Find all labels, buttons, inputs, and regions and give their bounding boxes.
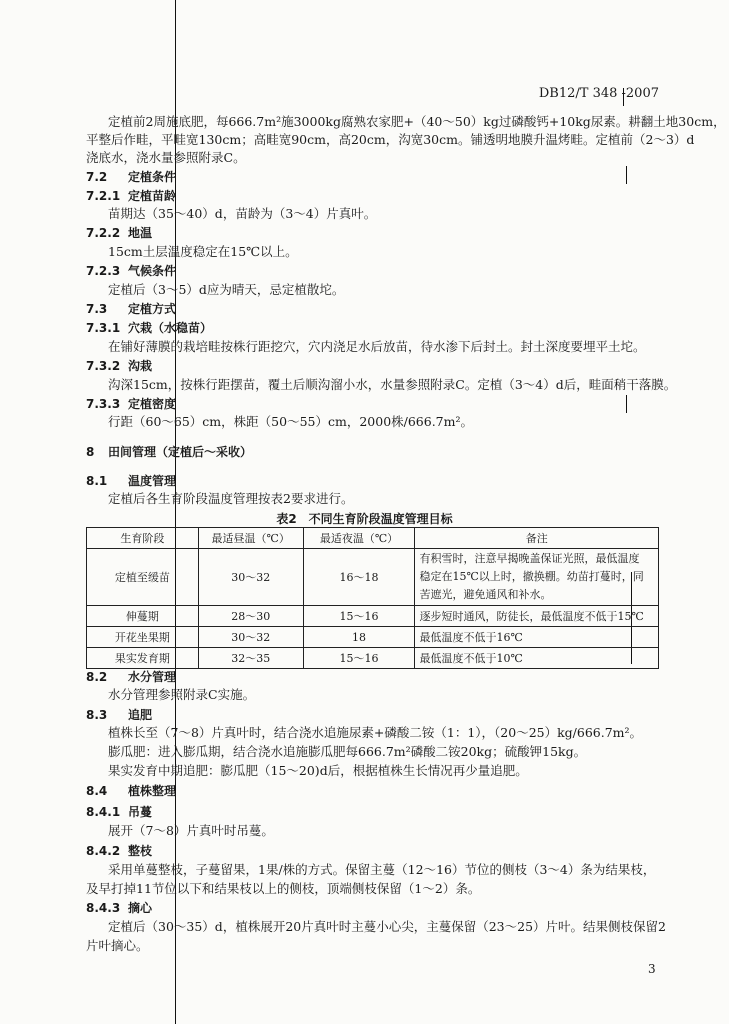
section-heading: 7.2.1 定植苗龄 (86, 189, 177, 203)
table-header-row (87, 528, 659, 549)
section-heading: 7.3.1 穴栽（水稳苗） (86, 321, 213, 335)
table-caption: 表2 不同生育阶段温度管理目标 (276, 512, 453, 526)
table-row (87, 606, 659, 627)
table-header-cell: 备注 (415, 528, 659, 549)
section-heading: 8.1 温度管理 (86, 474, 177, 488)
paragraph-line: 浇底水，浇水量参照附录C。 (86, 150, 246, 165)
paragraph-line: 苗期达（35～40）d，苗龄为（3～4）片真叶。 (108, 206, 377, 221)
table-cell: 15～16 (303, 606, 415, 627)
paragraph-line: 展开（7～8）片真叶时吊蔓。 (108, 823, 274, 838)
page-number: 3 (648, 962, 656, 976)
scan-artifact-line (626, 395, 627, 413)
section-heading: 8.4.3 摘心 (86, 901, 153, 915)
standard-code: DB12/T 348 -2007 (538, 86, 659, 101)
table-row (87, 648, 659, 669)
section-heading: 8.3 追肥 (86, 708, 153, 722)
section-heading: 8.4.2 整枝 (86, 844, 153, 858)
table-cell (415, 549, 659, 606)
paragraph-line: 膨瓜肥：进入膨瓜期，结合浇水追施膨瓜肥每666.7m²磷酸二铵20kg；硫酸钾15kg。 (108, 744, 587, 759)
paragraph-line: 采用单蔓整枝，子蔓留果，1果/株的方式。保留主蔓（12～16）节位的侧枝（3～4）条为结果枝， (108, 862, 656, 877)
section-heading: 7.2.2 地温 (86, 226, 153, 240)
paragraph-line: 定植前2周施底肥，每666.7m²施3000kg腐熟农家肥+（40～50）kg过磷酸钙+10kg尿素。耕翻土地30cm， (108, 114, 726, 129)
section-heading: 7.2 定植条件 (86, 170, 177, 184)
table-cell: 16～18 (303, 549, 415, 606)
paragraph-line: 水分管理参照附录C实施。 (108, 687, 256, 702)
paragraph-line: 定植后（3～5）d应为晴天，忌定植散坨。 (108, 282, 345, 297)
paragraph-line: 沟深15cm，按株行距摆苗，覆土后顺沟溜小水，水量参照附录C。定植（3～4）d后，畦面稍干落膜。 (108, 377, 677, 392)
table-header-cell: 最适昼温（℃） (198, 528, 303, 549)
table-cell: 32～35 (198, 648, 303, 669)
table-cell: 伸蔓期 (87, 606, 199, 627)
table-row (87, 549, 659, 606)
paragraph-line: 定植后（30～35）d，植株展开20片真叶时主蔓小心尖，主蔓保留（23～25）片叶。结果侧枝保留2 (108, 919, 666, 934)
table-cell: 18 (303, 627, 415, 648)
table-cell: 15～16 (303, 648, 415, 669)
scan-artifact-line (626, 166, 627, 184)
section-heading: 7.3.2 沟栽 (86, 359, 153, 373)
table-cell: 30～32 (198, 627, 303, 648)
paragraph-line: 植株长至（7～8）片真叶时，结合浇水追施尿素+磷酸二铵（1：1），（20～25）kg/666.7m²。 (108, 725, 643, 740)
section-heading: 8.4 植株整理 (86, 784, 177, 798)
table-cell: 最低温度不低于16℃ (415, 627, 659, 648)
section-heading: 8 田间管理（定植后～采收） (86, 445, 253, 459)
table-cell: 28～30 (198, 606, 303, 627)
paragraph-line: 片叶摘心。 (86, 938, 149, 953)
section-heading: 8.4.1 吊蔓 (86, 805, 153, 819)
table-cell: 30～32 (198, 549, 303, 606)
paragraph-line: 平整后作畦，平畦宽130cm；高畦宽90cm，高20cm，沟宽30cm。铺透明地膜升温烤畦。定植前（2～3）d (86, 132, 695, 147)
note-line: 稳定在15℃以上时，撤换棚。幼苗打蔓时，同 (419, 570, 644, 583)
section-heading: 8.2 水分管理 (86, 670, 177, 684)
section-heading: 7.2.3 气候条件 (86, 264, 177, 278)
table-cell: 逐步短时通风，防徒长，最低温度不低于15℃ (415, 606, 659, 627)
paragraph-line: 及早打掉11节位以下和结果枝以上的侧枝，顶端侧枝保留（1～2）条。 (86, 881, 481, 896)
table-cell: 最低温度不低于10℃ (415, 648, 659, 669)
table-cell: 果实发育期 (87, 648, 199, 669)
note-line: 有积雪时，注意早揭晚盖保证光照，最低温度 (419, 552, 640, 565)
note-line: 苦遮光，避免通风和补水。 (419, 588, 552, 601)
table-cell: 定植至缓苗 (87, 549, 199, 606)
paragraph-line: 行距（60～65）cm，株距（50～55）cm，2000株/666.7m²。 (108, 414, 474, 429)
table-row (87, 627, 659, 648)
section-heading: 7.3.3 定植密度 (86, 397, 177, 411)
paragraph-line: 在铺好薄膜的栽培畦按株行距挖穴，穴内浇足水后放苗，待水渗下后封土。封土深度要埋平土坨。 (108, 339, 646, 354)
paragraph-line: 定植后各生育阶段温度管理按表2要求进行。 (108, 491, 354, 506)
table-header-cell: 生育阶段 (87, 528, 199, 549)
temperature-table (86, 527, 659, 669)
table-header-cell: 最适夜温（℃） (303, 528, 415, 549)
table-cell: 开花坐果期 (87, 627, 199, 648)
section-heading: 7.3 定植方式 (86, 302, 177, 316)
paragraph-line: 15cm土层温度稳定在15℃以上。 (108, 244, 298, 259)
paragraph-line: 果实发育中期追肥：膨瓜肥（15～20)d后，根据植株生长情况再少量追肥。 (108, 763, 528, 778)
